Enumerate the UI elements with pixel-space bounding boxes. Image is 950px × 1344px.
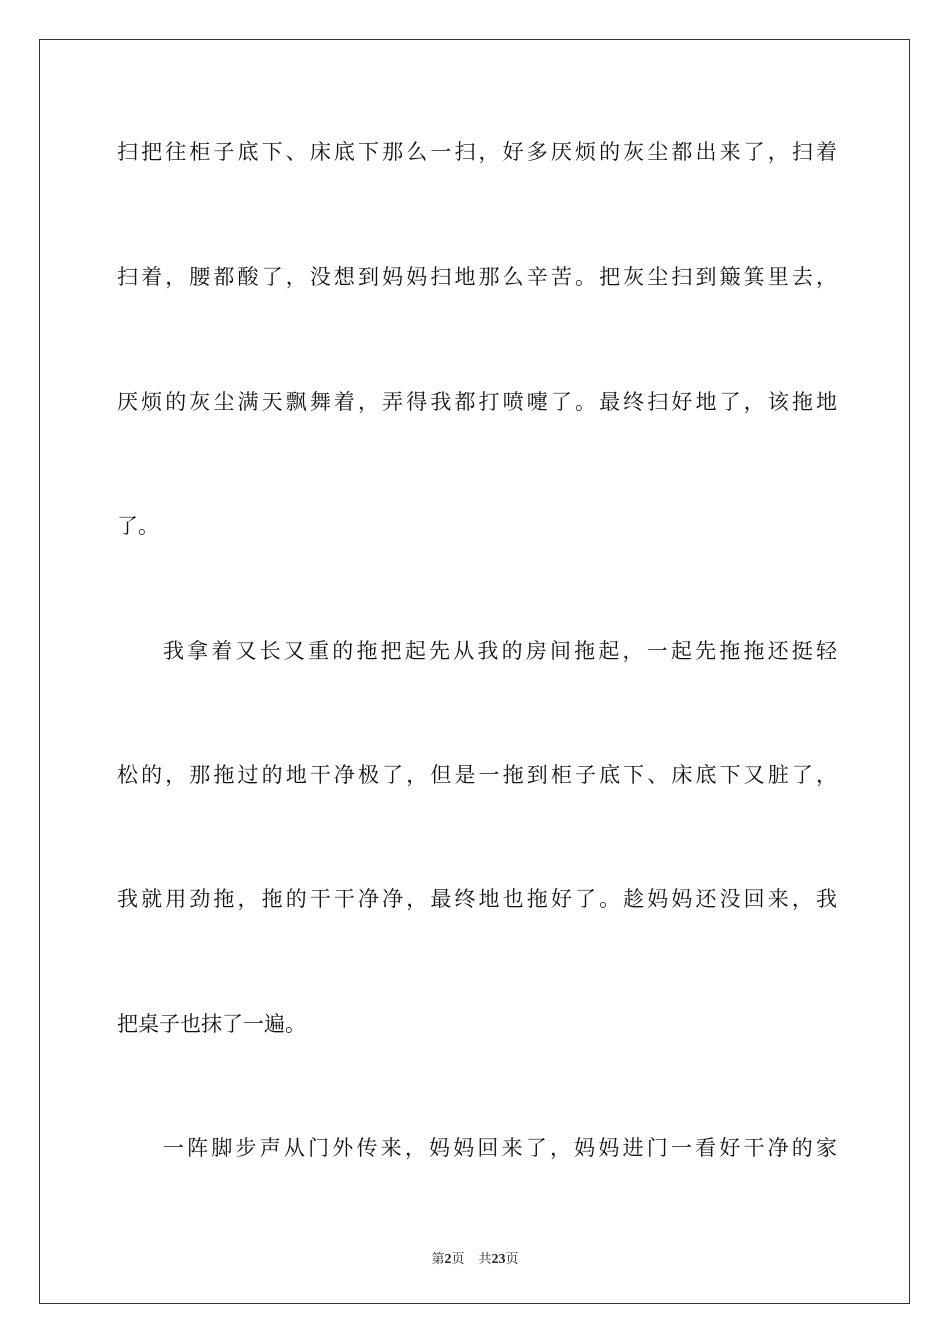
page-suffix: 页: [451, 1252, 465, 1267]
text-line-5: 我拿着又长又重的拖把起先从我的房间拖起，一起先拖拖还挺轻: [163, 639, 837, 663]
page-prefix: 第: [431, 1252, 445, 1267]
text-line-2: 扫着，腰都酸了，没想到妈妈扫地那么辛苦。把灰尘扫到簸箕里去，: [117, 265, 837, 289]
text-line-1: 扫把往柜子底下、床底下那么一扫，好多厌烦的灰尘都出来了，扫着: [117, 140, 837, 164]
total-pages: 23: [491, 1252, 506, 1267]
text-line-7: 我就用劲拖，拖的干干净净，最终地也拖好了。趁妈妈还没回来，我: [117, 887, 837, 911]
total-prefix: 共: [478, 1252, 492, 1267]
text-line-3: 厌烦的灰尘满天飘舞着，弄得我都打喷嚏了。最终扫好地了，该拖地: [117, 390, 837, 414]
text-line-8: 把桌子也抹了一遍。: [117, 1012, 306, 1036]
text-line-6: 松的，那拖过的地干净极了，但是一拖到柜子底下、床底下又脏了，: [117, 763, 837, 787]
text-line-4: 了。: [117, 514, 159, 538]
page-footer: [0, 1248, 950, 1268]
page-border: [39, 39, 910, 1304]
page-number: 2: [444, 1252, 452, 1267]
total-suffix: 页: [505, 1252, 519, 1267]
text-line-9: 一阵脚步声从门外传来，妈妈回来了，妈妈进门一看好干净的家: [163, 1136, 837, 1160]
